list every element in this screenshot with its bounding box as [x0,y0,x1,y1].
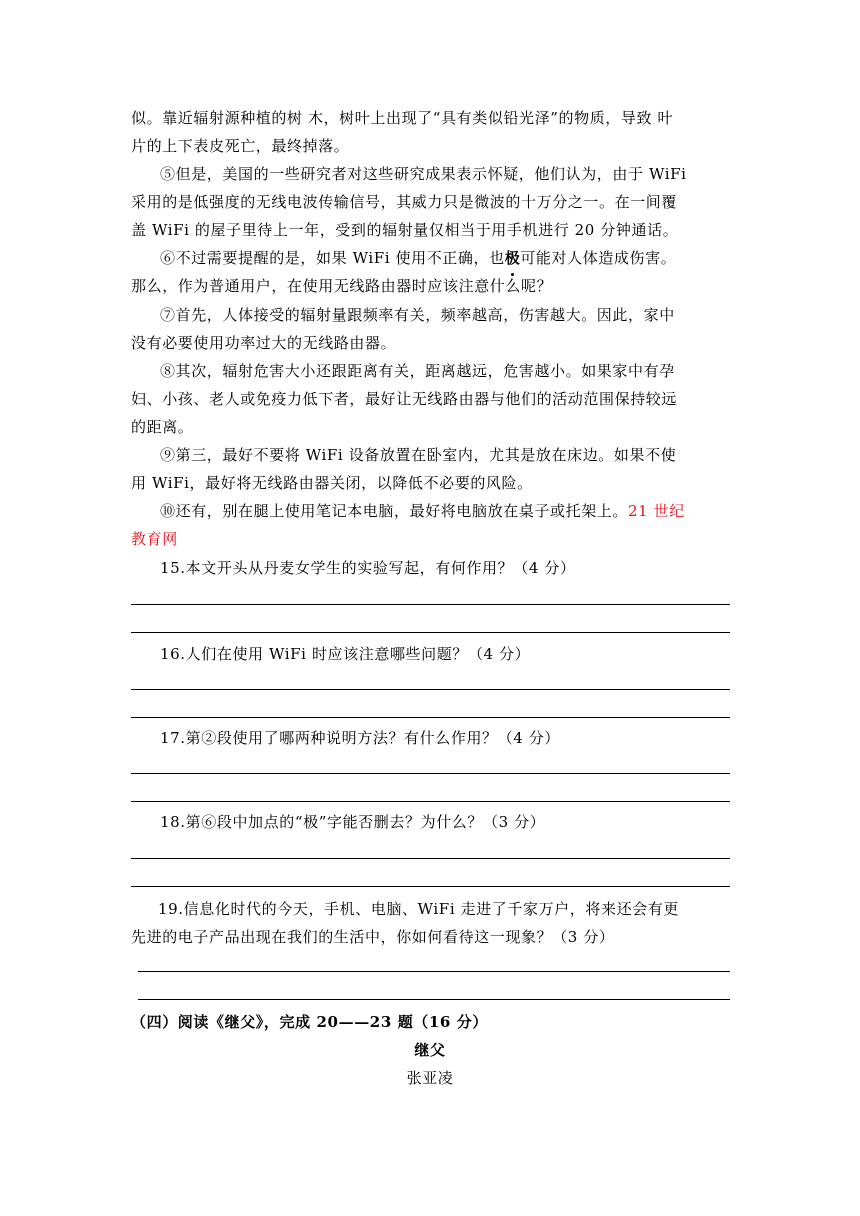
question-19-line: 先进的电子产品出现在我们的生活中，你如何看待这一现象？（3 分） [131,928,615,946]
paragraph-9-line: ⑨第三，最好不要将 WiFi 设备放置在卧室内，尤其是放在床边。如果不使 [160,446,677,464]
question-16: 16.人们在使用 WiFi 时应该注意哪些问题？（4 分） [160,645,531,663]
question-18-text: 18.第⑥段中加点的“ [160,813,304,831]
answer-line [131,717,730,718]
paragraph-8-line: 的距离。 [131,418,194,436]
paragraph-5-line: 盖 WiFi 的屋子里待上一年，受到的辐射量仅相当于用手机进行 20 分钟通话。 [131,221,679,239]
paragraph-5-line: 采用的是低强度的无线电波传输信号，其威力只是微波的十万分之一。在一间覆 [131,193,678,211]
paragraph-8-line: ⑧其次，辐射危害大小还跟距离有关，距离越远，危害越小。如果家中有孕 [160,362,675,380]
question-15: 15.本文开头从丹麦女学生的实验写起，有何作用？（4 分） [160,559,576,577]
paragraph-6-line [160,244,731,272]
question-18 [160,808,731,836]
paragraph-5-line: ⑤但是，美国的一些研究者对这些研究成果表示怀疑，他们认为，由于 WiFi [160,165,687,183]
dotted-character: 极 [505,244,521,272]
paragraph-6-text: ⑥不过需要提醒的是，如果 WiFi 使用不正确，也 [160,249,505,267]
paragraph-6-text: 可能对人体造成伤害。 [520,249,677,267]
paragraph-8-line: 妇、小孩、老人或免疫力低下者，最好让无线路由器与他们的活动范围保持较远 [131,390,678,408]
answer-line [131,886,730,887]
paragraph-line: 片的上下表皮死亡，最终掉落。 [131,137,350,155]
quoted-character: 极 [303,813,319,831]
paragraph-6-line: 那么，作为普通用户，在使用无线路由器时应该注意什么呢？ [131,277,553,295]
paragraph-7-line: 没有必要使用功率过大的无线路由器。 [131,334,397,352]
answer-line [138,971,730,972]
watermark-text: 教育网 [131,530,178,548]
answer-line [131,689,730,690]
question-19-line: 19.信息化时代的今天，手机、电脑、WiFi 走进了千家万户，将来还会有更 [158,900,679,918]
question-18-text: ”字能否删去？为什么？（3 分） [318,813,546,831]
article-author: 张亚凌 [406,1069,454,1087]
section-heading: （四）阅读《继父》，完成 20——23 题（16 分） [131,1013,488,1031]
paragraph-7-line: ⑦首先，人体接受的辐射量跟频率有关，频率越高，伤害越大。因此，家中 [160,306,675,324]
article-title: 继父 [414,1041,446,1059]
watermark-text: 21 世纪 [628,502,685,520]
answer-line [131,773,730,774]
paragraph-line: 似。靠近辐射源种植的树 木，树叶上出现了“具有类似铅光泽”的物质，导致 叶 [131,109,674,127]
question-17: 17.第②段使用了哪两种说明方法？有什么作用？（4 分） [160,729,560,747]
answer-line [131,632,730,633]
paragraph-9-line: 用 WiFi，最好将无线路由器关闭，以降低不必要的风险。 [131,474,533,492]
answer-line [131,604,730,605]
answer-line [138,999,730,1000]
answer-line [131,858,730,859]
paragraph-10-text: ⑩还有，别在腿上使用笔记本电脑，最好将电脑放在桌子或托架上。 [160,502,629,520]
answer-line [131,801,730,802]
paragraph-10-line [160,497,731,525]
